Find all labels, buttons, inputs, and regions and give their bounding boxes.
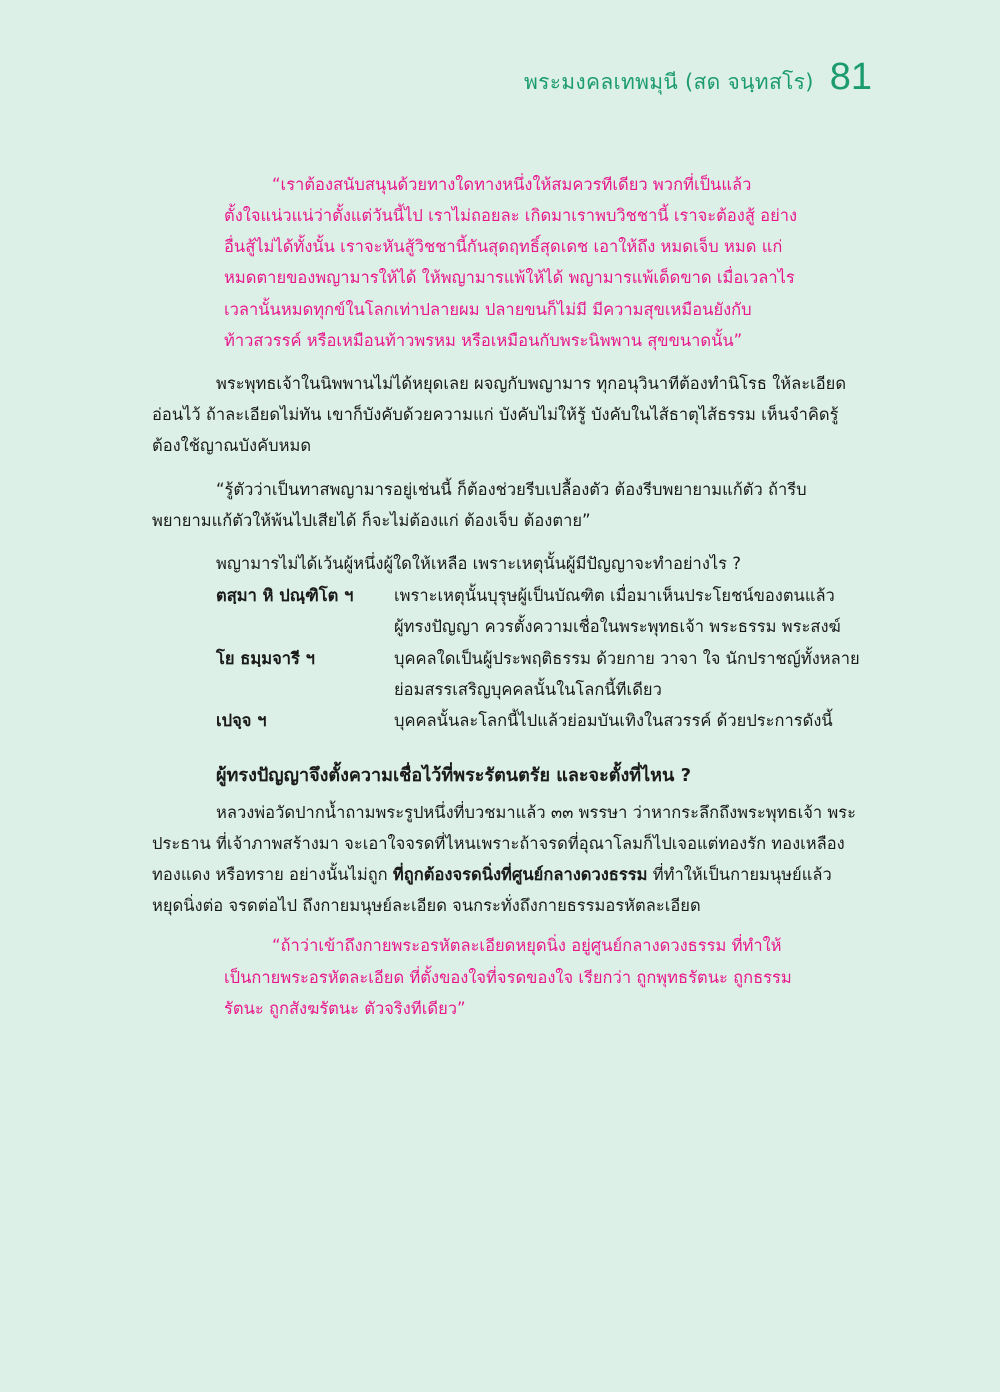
verse-pali: ตสฺมา หิ ปณฺฑิโต ฯ <box>216 586 354 605</box>
quote1-line: ตั้งใจแน่วแน่ว่าตั้งแต่วันนี้ไป เราไม่ถอยละ เกิดมาเราพบวิชชานี้ เราจะต้องสู้ อย่าง <box>224 206 798 225</box>
para1-line: พระพุทธเจ้าในนิพพานไม่ได้หยุดเลย ผจญกับพญามาร ทุกอนุวินาทีต้องทำนิโรธ ให้ละเอียด <box>216 374 847 393</box>
quote1-line: เวลานั้นหมดทุกข์ในโลกเท่าปลายผม ปลายขนก็ไม่มี มีความสุขเหมือนยังกับ <box>224 300 752 319</box>
quote2-line: รัตนะ ถูกสังฆรัตนะ ตัวจริงทีเดียว” <box>224 999 466 1018</box>
verse-translation: ผู้ทรงปัญญา ควรตั้งความเชื่อในพระพุทธเจ้า พระธรรม พระสงฆ์ <box>394 617 841 636</box>
quote2-line: “ถ้าว่าเข้าถึงกายพระอรหัตละเอียดหยุดนิ่ง อยู่ศูนย์กลางดวงธรรม ที่ทำให้ <box>272 936 782 955</box>
verse-translation: บุคคลใดเป็นผู้ประพฤติธรรม ด้วยกาย วาจา ใจ นักปราชญ์ทั้งหลาย <box>394 649 860 668</box>
quote1-line: “เราต้องสนับสนุนด้วยทางใดทางหนึ่งให้สมควรทีเดียว พวกที่เป็นแล้ว <box>272 175 752 194</box>
para4-line <box>152 864 832 886</box>
quote1-line: หมดตายของพญามารให้ได้ ให้พญามารแพ้ให้ได้ พญามารแพ้เด็ดขาด เมื่อเวลาไร <box>224 268 795 287</box>
verse-pali: โย ธมฺมจารี ฯ <box>216 649 315 668</box>
verse-translation: บุคคลนั้นละโลกนี้ไปแล้วย่อมบันเทิงในสวรรค์ ด้วยประการดังนี้ <box>394 711 833 730</box>
verse-translation: ย่อมสรรเสริญบุคคลนั้นในโลกนี้ทีเดียว <box>394 680 662 699</box>
page-header <box>524 56 872 99</box>
para4-emphasis: ที่ถูกต้องจรดนิ่งที่ศูนย์กลางดวงธรรม <box>392 865 648 884</box>
para1-line: ต้องใช้ญาณบังคับหมด <box>152 436 312 455</box>
section-heading: ผู้ทรงปัญญาจึงตั้งความเชื่อไว้ที่พระรัตนตรัย และจะตั้งที่ไหน ? <box>216 765 692 786</box>
verse-pali: เปจฺจ ฯ <box>216 711 267 730</box>
running-title: พระมงคลเทพมุนี (สด จนฺทสโร) <box>523 70 814 94</box>
para2-line: พยายามแก้ตัวให้พ้นไปเสียได้ ก็จะไม่ต้องแก่ ต้องเจ็บ ต้องตาย” <box>152 511 591 530</box>
para4-line: ประธาน ที่เจ้าภาพสร้างมา จะเอาใจจรดที่ไหนเพราะถ้าจรดที่อุณาโลมก็ไปเจอแต่ทองรัก ทองเหลือง <box>152 834 845 853</box>
para1-line: อ่อนไว้ ถ้าละเอียดไม่ทัน เขาก็บังคับด้วยความแก่ บังคับไม่ให้รู้ บังคับในไส้ธาตุไส้ธรรม เห็นจำคิดรู้ <box>152 405 839 424</box>
paragraph-3: พญามารไม่ได้เว้นผู้หนึ่งผู้ใดให้เหลือ เพราะเหตุนั้นผู้มีปัญญาจะทำอย่างไร ? <box>216 554 742 573</box>
para4-text: ทองแดง หรือทราย อย่างนั้นไม่ถูก <box>152 865 393 884</box>
para4-line: หลวงพ่อวัดปากน้ำถามพระรูปหนึ่งที่บวชมาแล้ว ๓๓ พรรษา ว่าหากระลึกถึงพระพุทธเจ้า พระ <box>216 803 857 822</box>
para4-text: ที่ทำให้เป็นกายมนุษย์แล้ว <box>647 865 832 884</box>
quote2-line: เป็นกายพระอรหัตละเอียด ที่ตั้งของใจที่จรดของใจ เรียกว่า ถูกพุทธรัตนะ ถูกธรรม <box>224 968 792 987</box>
quote1-line: ท้าวสวรรค์ หรือเหมือนท้าวพรหม หรือเหมือนกับพระนิพพาน สุขขนาดนั้น” <box>224 331 743 350</box>
para2-line: “รู้ตัวว่าเป็นทาสพญามารอยู่เช่นนี้ ก็ต้องช่วยรีบเปลื้องตัว ต้องรีบพยายามแก้ตัว ถ้ารีบ <box>216 480 807 499</box>
quote1-line: อื่นสู้ไม่ได้ทั้งนั้น เราจะหันสู้วิชชานี้กันสุดฤทธิ์สุดเดช เอาให้ถึง หมดเจ็บ หมด แก่ <box>224 237 783 256</box>
page-number: 81 <box>829 56 872 98</box>
para4-line: หยุดนิ่งต่อ จรดต่อไป ถึงกายมนุษย์ละเอียด จนกระทั่งถึงกายธรรมอรหัตละเอียด <box>152 896 701 915</box>
verse-translation: เพราะเหตุนั้นบุรุษผู้เป็นบัณฑิต เมื่อมาเห็นประโยชน์ของตนแล้ว <box>394 586 835 605</box>
